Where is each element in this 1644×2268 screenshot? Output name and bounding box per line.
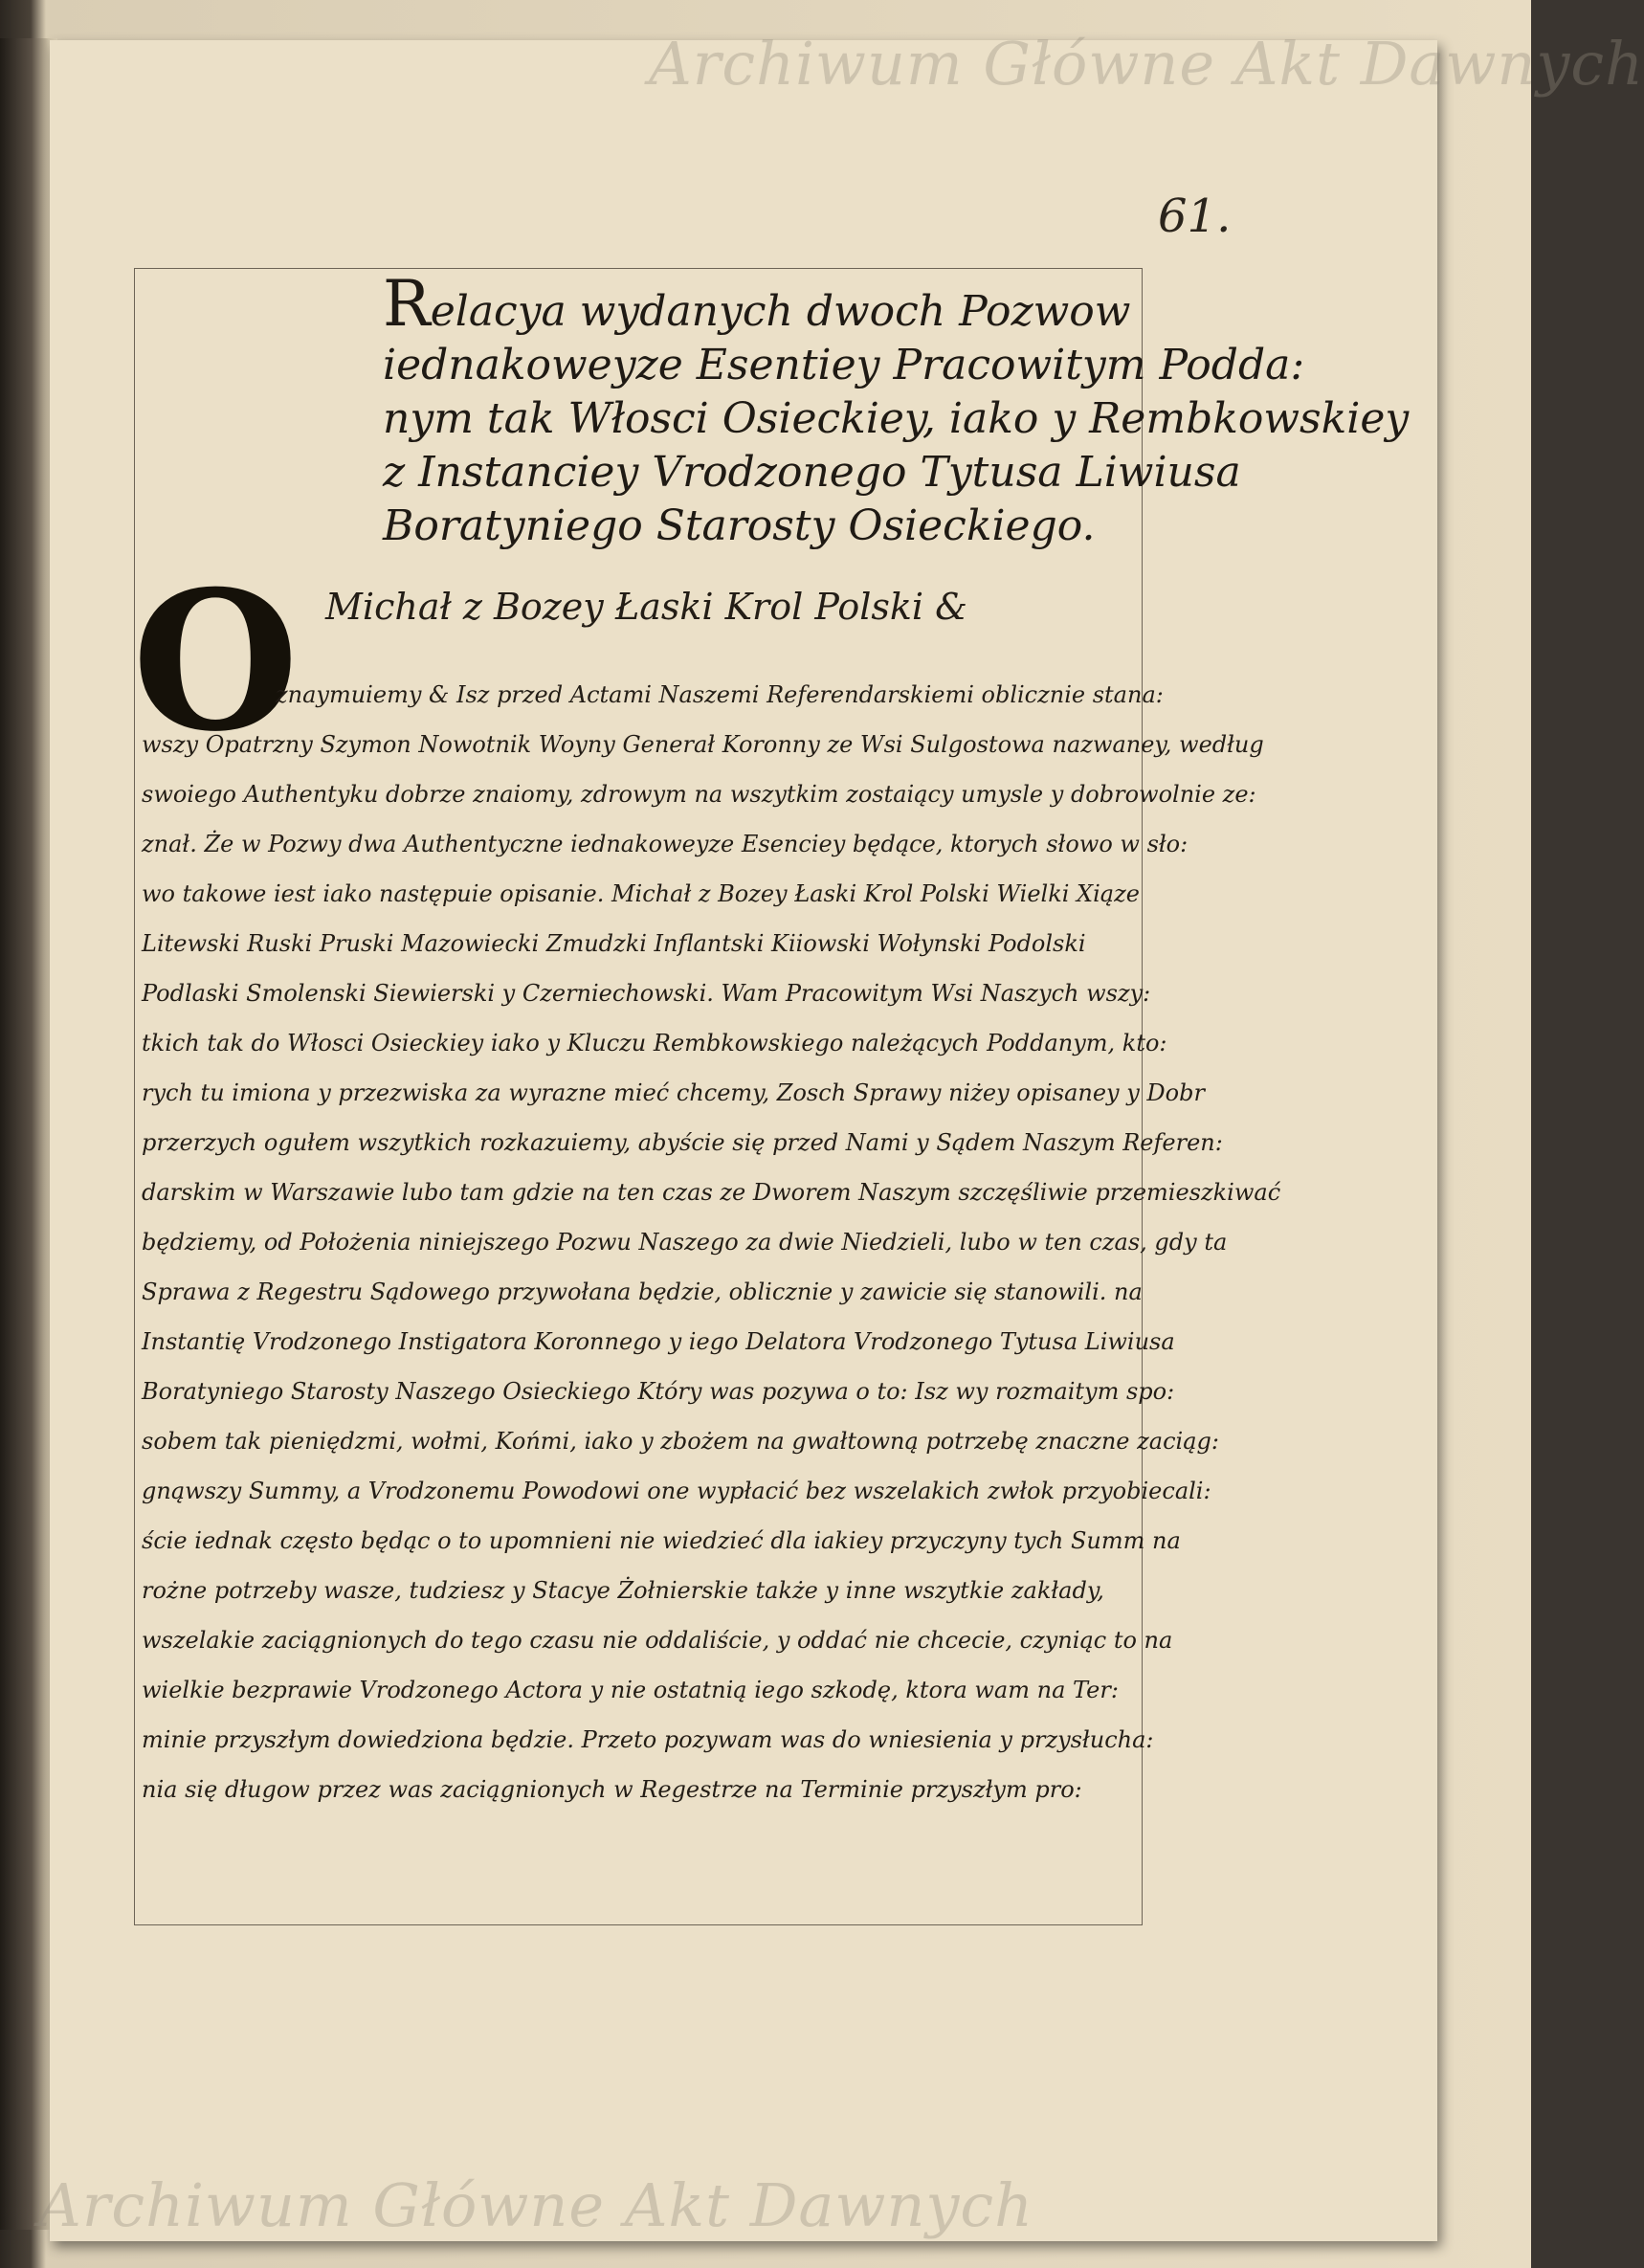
document-title: [383, 267, 1410, 553]
body-line: przerzych ogułem wszytkich rozkazuiemy, abyście się przed Nami y Sądem Naszym Referen:: [142, 1129, 1223, 1156]
body-line: będziemy, od Położenia niniejszego Pozwu Naszego za dwie Niedzieli, lubo w ten czas, gdy ta: [142, 1229, 1228, 1256]
body-line: gnąwszy Summy, a Vrodzonemu Powodowi one wypłacić bez wszelakich zwłok przyobiecali:: [142, 1478, 1211, 1504]
body-line: Instantię Vrodzonego Instigatora Koronnego y iego Delatora Vrodzonego Tytusa Liwiusa: [142, 1328, 1175, 1355]
body-line: tkich tak do Włosci Osieckiey iako y Kluczu Rembkowskiego należących Poddanym, kto:: [142, 1030, 1167, 1056]
body-line: wielkie bezprawie Vrodzonego Actora y nie ostatnią iego szkodę, ktora wam na Ter:: [142, 1677, 1119, 1703]
body-line: minie przyszłym dowiedziona będzie. Przeto pozywam was do wniesienia y przysłucha:: [142, 1726, 1154, 1753]
title-line: Relacya wydanych dwoch Pozwow: [383, 267, 1131, 341]
body-line: wszelakie zaciągnionych do tego czasu nie oddaliście, y oddać nie chcecie, czyniąc to na: [142, 1627, 1173, 1654]
body-line: rożne potrzeby wasze, tudziesz y Stacye Żołnierskie także y inne wszytkie zakłady,: [142, 1577, 1104, 1604]
body-line: rych tu imiona y przezwiska za wyrazne mieć chcemy, Zosch Sprawy niżey opisaney y Dobr: [142, 1079, 1205, 1106]
body-line: wszy Opatrzny Szymon Nowotnik Woyny Generał Koronny ze Wsi Sulgostowa nazwaney, według: [142, 731, 1264, 758]
body-line: darskim w Warszawie lubo tam gdzie na ten czas ze Dworem Naszym szczęśliwie przemieszkiwać: [142, 1179, 1281, 1206]
decorated-initial: O: [132, 549, 300, 774]
body-line: Litewski Ruski Pruski Mazowiecki Zmudzki Inflantski Kiiowski Wołynski Podolski: [142, 930, 1086, 957]
left-page-edge: [0, 38, 57, 2230]
document-body: [134, 670, 1281, 1814]
body-line: nia się długow przez was zaciągnionych w Regestrze na Terminie przyszłym pro:: [142, 1776, 1082, 1803]
body-line: ście iednak często będąc o to upomnieni nie wiedzieć dla iakiey przyczyny tych Summ na: [142, 1527, 1181, 1554]
body-line: znaymuiemy & Isz przed Actami Naszemi Referendarskiemi oblicznie stana:: [276, 681, 1164, 708]
body-line: Podlaski Smolenski Siewierski y Czerniechowski. Wam Pracowitym Wsi Naszych wszy:: [142, 980, 1151, 1007]
title-line: nym tak Włosci Osieckiey, iako y Rembkowskiey: [383, 394, 1410, 443]
title-line: iednakoweyze Esentiey Pracowitym Podda:: [383, 341, 1305, 389]
archive-watermark-top: Archiwum Główne Akt Dawnych: [649, 29, 1644, 99]
archive-watermark-bottom: Archiwum Główne Akt Dawnych: [38, 2170, 1034, 2240]
folio-number: 61.: [1158, 189, 1232, 243]
title-line: z Instanciey Vrodzonego Tytusa Liwiusa: [383, 448, 1241, 497]
body-line: swoiego Authentyku dobrze znaiomy, zdrowym na wszytkim zostaiący umysle y dobrowolnie ze:: [142, 781, 1256, 808]
title-line: Boratyniego Starosty Osieckiego.: [383, 501, 1096, 550]
body-line: sobem tak pieniędzmi, wołmi, Końmi, iako y zbożem na gwałtowną potrzebę znaczne zaciąg:: [142, 1428, 1219, 1455]
body-line: znał. Że w Pozwy dwa Authentyczne iednakoweyze Esenciey będące, ktorych słowo w sło:: [142, 831, 1189, 857]
body-line: Sprawa z Regestru Sądowego przywołana będzie, oblicznie y zawicie się stanowili. na: [142, 1279, 1143, 1305]
body-line: wo takowe iest iako następuie opisanie. Michał z Bozey Łaski Krol Polski Wielki Xiąze: [142, 880, 1140, 907]
royal-invocation: Michał z Bozey Łaski Krol Polski &: [325, 586, 967, 628]
body-line: Boratyniego Starosty Naszego Osieckiego Który was pozywa o to: Isz wy rozmaitym spo:: [142, 1378, 1175, 1405]
